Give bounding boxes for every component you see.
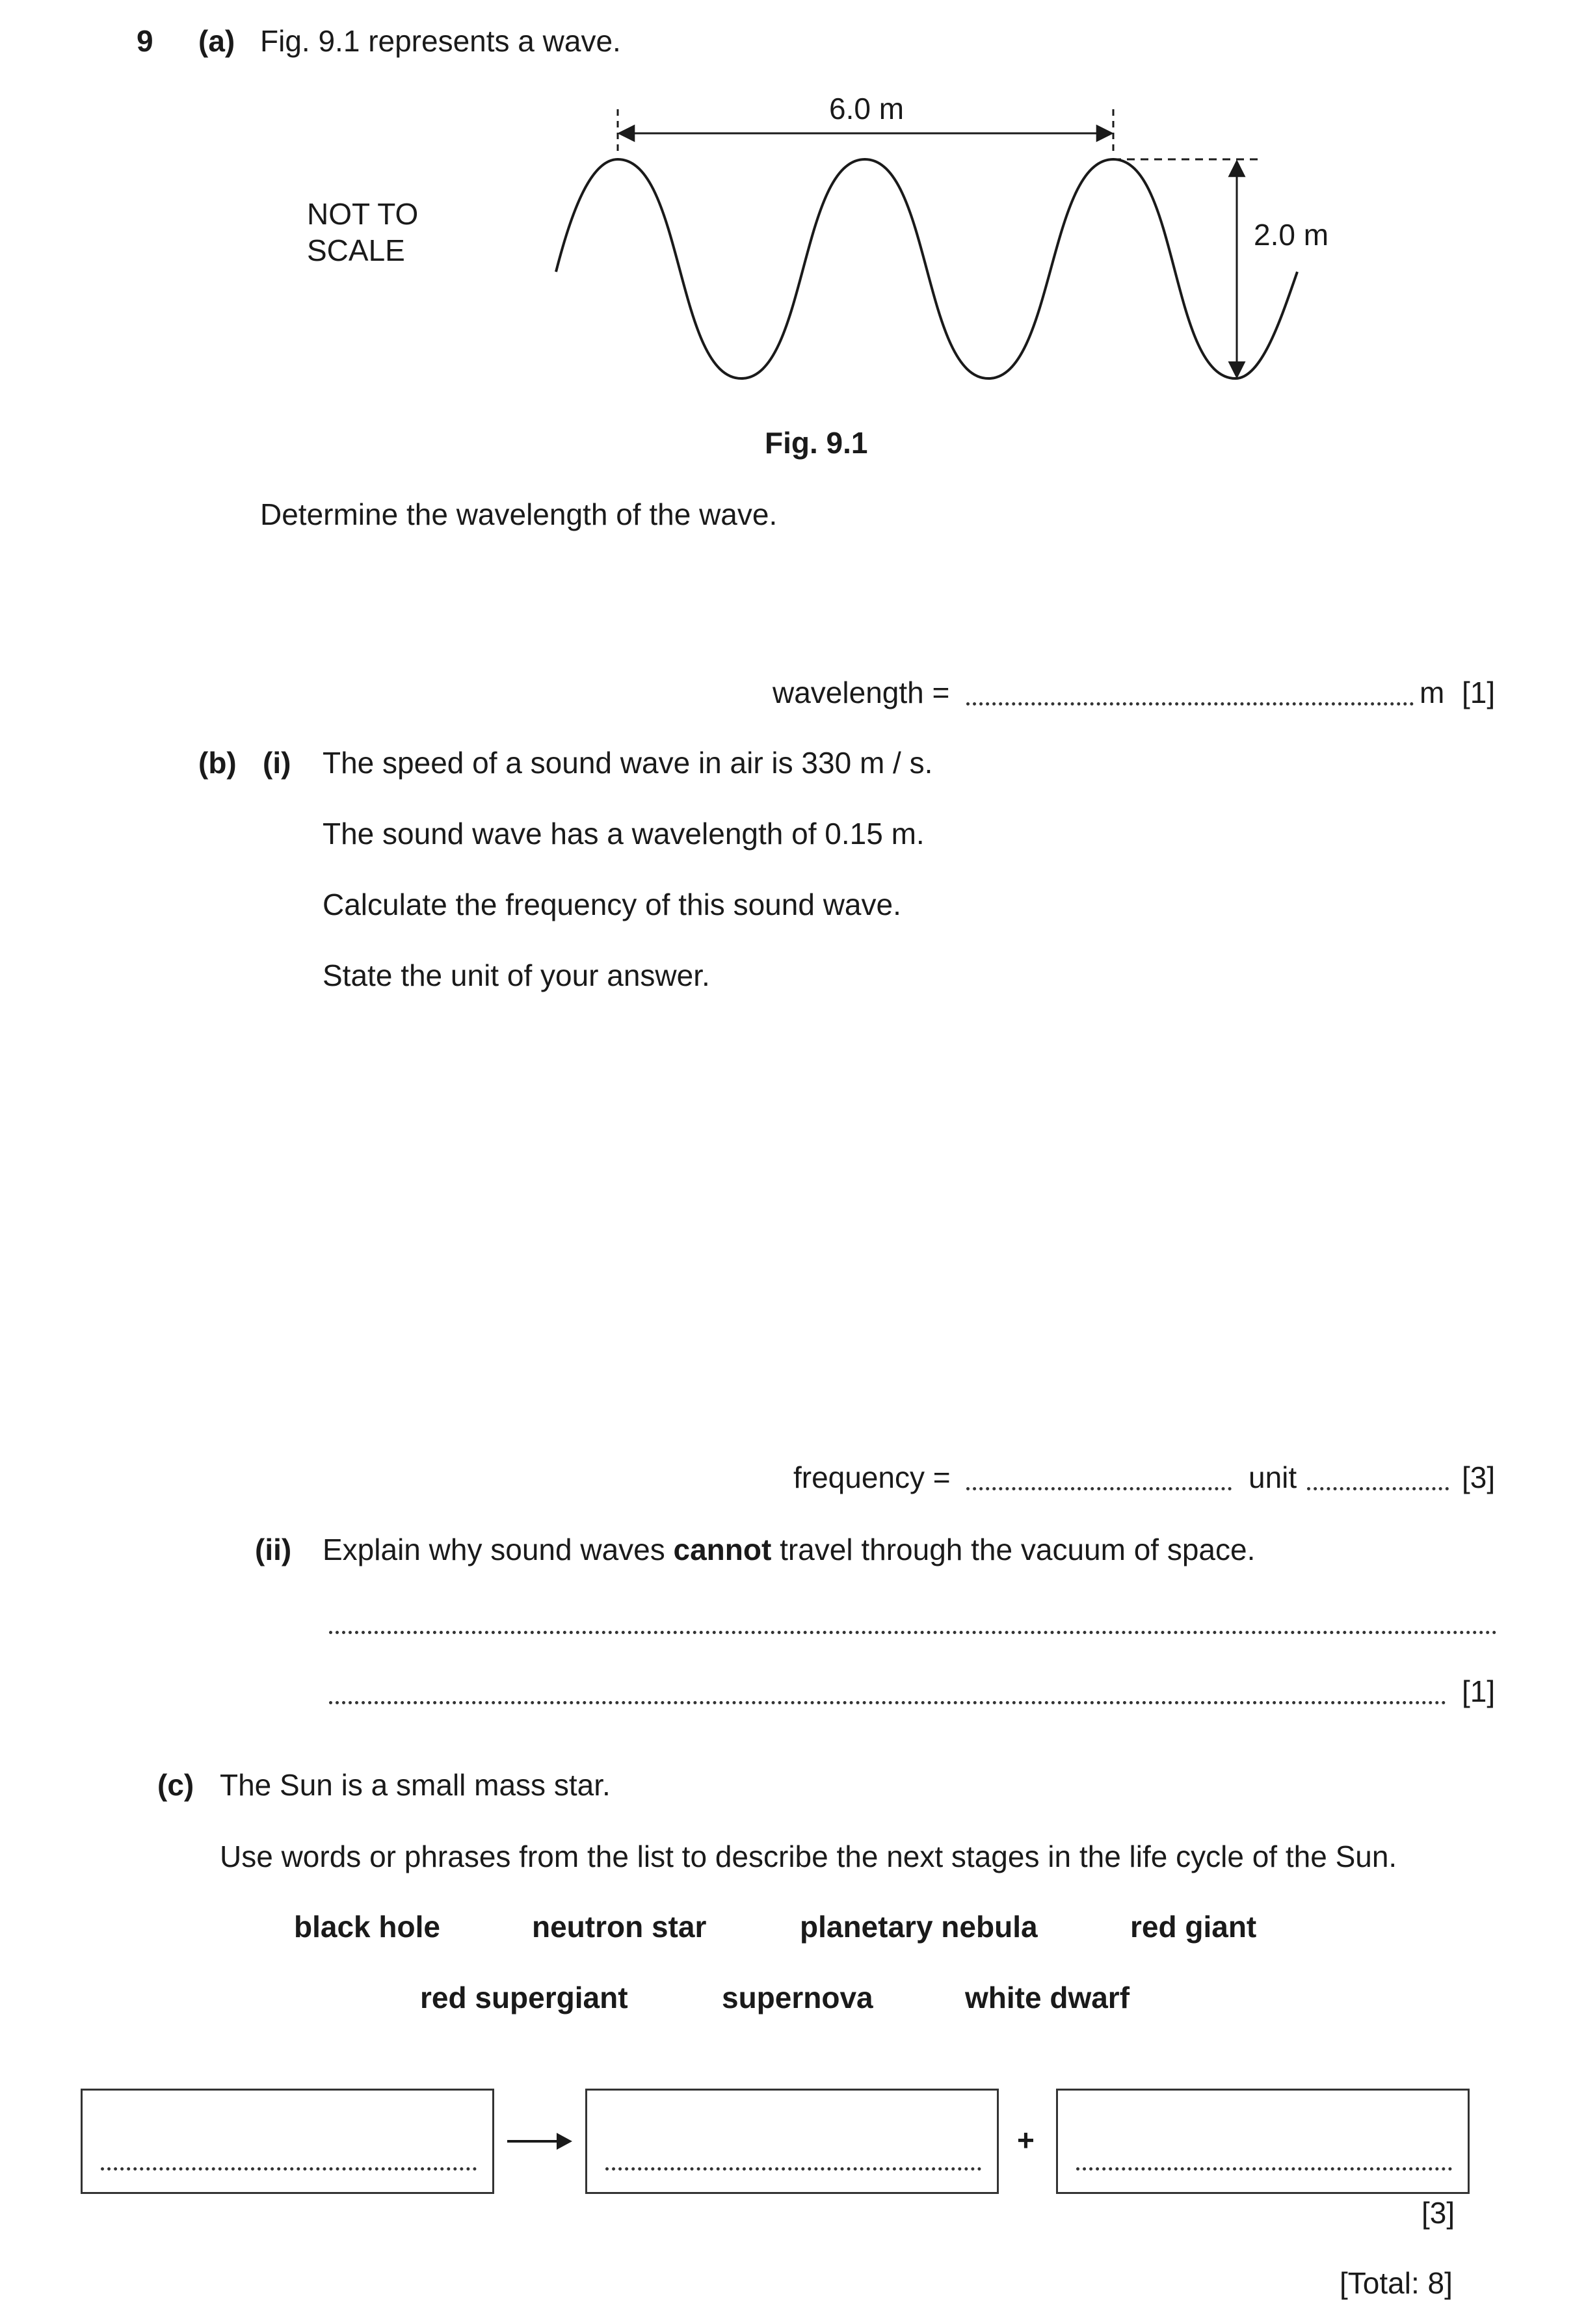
wave-figure bbox=[0, 0, 1573, 468]
height-label: 2.0 m bbox=[1254, 218, 1329, 252]
part-b-ii-marks: [1] bbox=[1462, 1674, 1496, 1708]
right-arrow-icon bbox=[505, 2125, 576, 2158]
part-a-marks: [1] bbox=[1462, 676, 1496, 709]
word-option: black hole bbox=[294, 1910, 440, 1944]
not-to-scale-line2: SCALE bbox=[307, 233, 405, 267]
width-label: 6.0 m bbox=[829, 92, 905, 125]
part-c-line2: Use words or phrases from the list to describe the next stages in the life cycle of the Sun. bbox=[220, 1840, 1397, 1873]
lifecycle-box-1[interactable] bbox=[81, 2089, 494, 2194]
part-b-ii-answer-line-2[interactable] bbox=[329, 1701, 1446, 1704]
total-marks: [Total: 8] bbox=[1340, 2266, 1453, 2300]
part-b-i-line4: State the unit of your answer. bbox=[323, 958, 710, 992]
word-option: red supergiant bbox=[420, 1981, 628, 2014]
frequency-answer-field[interactable] bbox=[966, 1487, 1232, 1490]
part-c-label: (c) bbox=[157, 1768, 194, 1802]
part-a-task: Determine the wavelength of the wave. bbox=[260, 497, 778, 531]
wavelength-label: wavelength = bbox=[773, 676, 950, 709]
part-a-intro: Fig. 9.1 represents a wave. bbox=[260, 24, 621, 58]
wave-curve bbox=[556, 159, 1297, 378]
wavelength-answer-field[interactable] bbox=[966, 702, 1414, 706]
frequency-unit-label: unit bbox=[1249, 1460, 1297, 1494]
lifecycle-answer-field-1[interactable] bbox=[101, 2167, 477, 2171]
part-b-i-line3: Calculate the frequency of this sound wave. bbox=[323, 888, 901, 921]
part-b-i-line1: The speed of a sound wave in air is 330 m / s. bbox=[323, 746, 933, 780]
not-to-scale-line1: NOT TO bbox=[307, 197, 419, 231]
plus-sign: + bbox=[1017, 2123, 1035, 2157]
part-b-i-label: (i) bbox=[263, 746, 291, 780]
part-b-i-marks: [3] bbox=[1462, 1460, 1496, 1494]
word-option: white dwarf bbox=[965, 1981, 1130, 2014]
part-b-label: (b) bbox=[198, 746, 237, 780]
part-b-ii-question: Explain why sound waves cannot travel through the vacuum of space. bbox=[323, 1533, 1256, 1566]
part-b-ii-answer-line-1[interactable] bbox=[329, 1631, 1497, 1634]
word-option: supernova bbox=[722, 1981, 873, 2014]
word-option: planetary nebula bbox=[800, 1910, 1038, 1944]
word-option: neutron star bbox=[532, 1910, 707, 1944]
frequency-unit-field[interactable] bbox=[1307, 1487, 1449, 1490]
part-c-line1: The Sun is a small mass star. bbox=[220, 1768, 611, 1802]
lifecycle-answer-field-3[interactable] bbox=[1076, 2167, 1452, 2171]
word-option: red giant bbox=[1130, 1910, 1257, 1944]
part-b-ii-label: (ii) bbox=[255, 1533, 292, 1566]
wavelength-unit: m bbox=[1420, 676, 1445, 709]
lifecycle-answer-field-2[interactable] bbox=[605, 2167, 981, 2171]
lifecycle-box-2[interactable] bbox=[585, 2089, 999, 2194]
part-b-i-line2: The sound wave has a wavelength of 0.15 m. bbox=[323, 817, 925, 851]
question-number: 9 bbox=[137, 24, 153, 58]
part-a-label: (a) bbox=[198, 24, 235, 58]
frequency-label: frequency = bbox=[793, 1460, 951, 1494]
part-c-marks: [3] bbox=[1421, 2196, 1455, 2230]
lifecycle-box-3[interactable] bbox=[1056, 2089, 1470, 2194]
figure-caption: Fig. 9.1 bbox=[765, 426, 868, 460]
